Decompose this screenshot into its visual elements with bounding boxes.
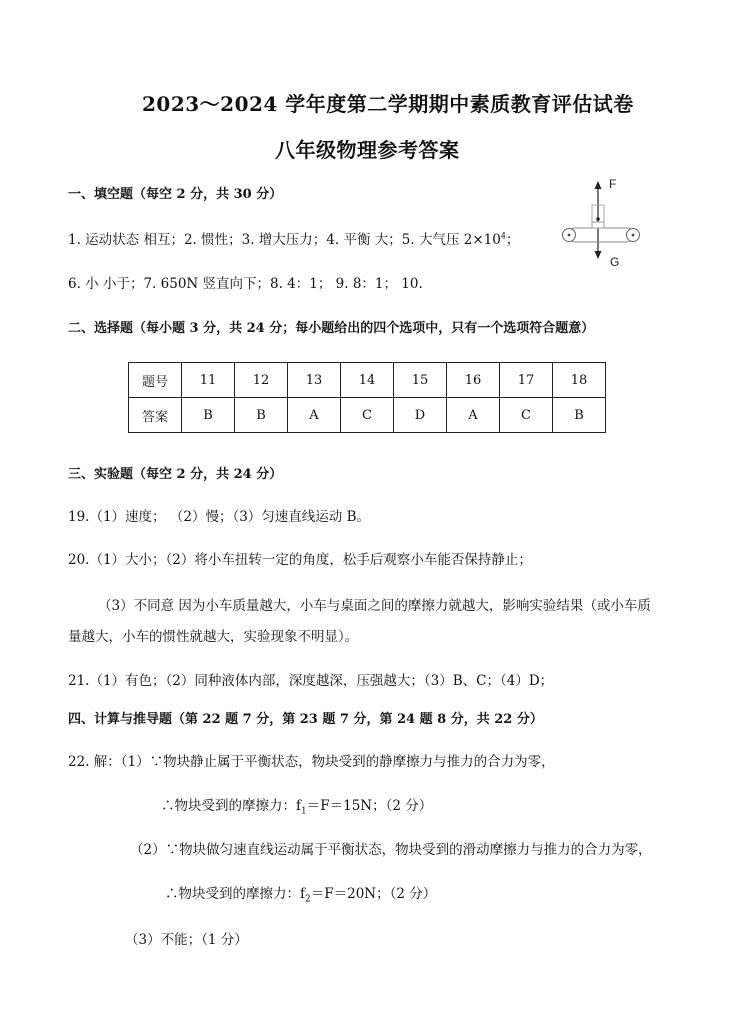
force-label-g: G [610, 255, 620, 269]
pulley-right-axle [632, 234, 635, 237]
question-number: 12 [235, 363, 288, 398]
page-title: 2023～2024 学年度第二学期期中素质教育评估试卷 [142, 92, 634, 116]
q22-line2-text: ∴物块受到的摩擦力：f [161, 798, 301, 814]
answer-table [128, 362, 606, 433]
q19-answer: 19.（1）速度； （2）慢；（3）匀速直线运动 B。 [68, 509, 370, 525]
pulley-left-axle [568, 234, 571, 237]
answer-cell: B [235, 398, 288, 433]
question-number: 11 [182, 363, 235, 398]
answer-cell: D [394, 398, 447, 433]
table-row-answers [129, 398, 606, 433]
question-number: 15 [394, 363, 447, 398]
answer-cell: B [553, 398, 606, 433]
answer-cell: A [288, 398, 341, 433]
row-label-question: 题号 [129, 363, 182, 398]
section1-line1 [68, 228, 519, 248]
question-number: 13 [288, 363, 341, 398]
section1-line1-exponent: 4 [500, 231, 506, 241]
page-subtitle: 八年级物理参考答案 [275, 138, 460, 162]
q22-line4 [165, 882, 436, 905]
row-label-answer: 答案 [129, 398, 182, 433]
q20-answer-line3: 量越大，小车的惯性就越大，实验现象不明显）。 [68, 629, 359, 645]
force-label-f: F [609, 177, 617, 191]
section3-heading: 三、实验题（每空 2 分，共 24 分） [68, 467, 283, 482]
q22-line1: 22. 解：（1）∵物块静止属于平衡状态，物块受到的静摩擦力与推力的合力为零， [68, 754, 555, 770]
belt [568, 228, 634, 242]
q22-line4-subscript: 2 [305, 894, 311, 905]
section1-line2: 6. 小 小于；7. 650N 竖直向下；8. 4：1； 9. 8：1； 10. [68, 276, 423, 292]
q20-answer-line1: 20.（1）大小；（2）将小车扭转一定的角度，松手后观察小车能否保持静止； [68, 552, 532, 568]
section4-heading: 四、计算与推导题（第 22 题 7 分，第 23 题 7 分，第 24 题 8 分，共 22 分） [68, 712, 543, 727]
section1-line1-end: ； [505, 232, 520, 248]
force-diagram-figure [556, 175, 646, 270]
question-number: 18 [553, 363, 606, 398]
section1-line1-text: 1. 运动状态 相互；2. 惯性；3. 增大压力；4. 平衡 大；5. 大气压 2×10 [68, 232, 501, 248]
q22-line5: （3）不能；（1 分） [125, 932, 248, 948]
q22-line2-end: ＝F＝15N；（2 分） [306, 798, 433, 814]
q22-line4-text: ∴物块受到的摩擦力：f [165, 886, 305, 902]
answer-cell: A [447, 398, 500, 433]
question-number: 14 [341, 363, 394, 398]
force-arrowhead-down [595, 251, 602, 259]
q22-line3: （2）∵物块做匀速直线运动属于平衡状态，物块受到的滑动摩擦力与推力的合力为零， [130, 842, 652, 858]
block-on-belt [592, 222, 604, 228]
question-number: 17 [500, 363, 553, 398]
answer-cell: C [341, 398, 394, 433]
table-row-questions [129, 363, 606, 398]
q22-line4-end: ＝F＝20N；（2 分） [310, 886, 437, 902]
section1-heading: 一、填空题（每空 2 分，共 30 分） [68, 187, 283, 202]
q22-line2 [161, 794, 432, 817]
section2-heading: 二、选择题（每小题 3 分，共 24 分；每小题给出的四个选项中，只有一个选项符合题意） [68, 321, 595, 336]
q21-answer: 21.（1）有色；（2）同种液体内部，深度越深，压强越大；（3）B、C；（4）D； [68, 673, 554, 689]
center-point [596, 217, 600, 221]
question-number: 16 [447, 363, 500, 398]
force-arrowhead-up [595, 181, 602, 189]
q20-answer-line2: （3）不同意 因为小车质量越大，小车与桌面之间的摩擦力就越大，影响实验结果（或小车质 [98, 598, 651, 614]
q22-line2-subscript: 1 [301, 806, 307, 817]
answer-cell: C [500, 398, 553, 433]
answer-cell: B [182, 398, 235, 433]
